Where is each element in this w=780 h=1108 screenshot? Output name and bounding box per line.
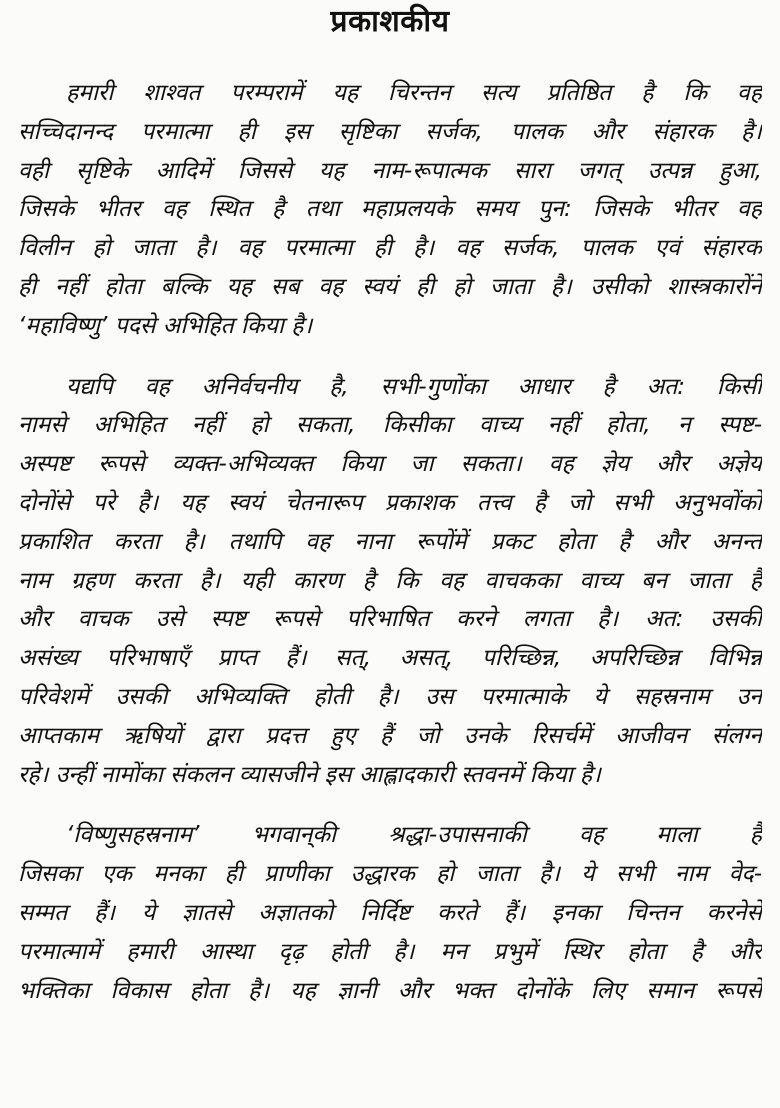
text-line: जिसका एक मनका ही प्राणीका उद्धारक हो जाता है। ये सभी नाम वेद- xyxy=(18,861,762,888)
text-line: और वाचक उसे स्पष्ट रूपसे परिभाषित करने लगता है। अत: उसकी xyxy=(18,606,762,633)
text-line: ही नहीं होता बल्कि यह सब वह स्वयं ही हो जाता है। उसीको शास्त्रकारोंने xyxy=(18,273,762,300)
page-title: प्रकाशकीय xyxy=(330,4,450,39)
paragraph-2 xyxy=(0,368,780,795)
text-line: विलीन हो जाता है। वह परमात्मा ही है। वह सर्जक, पालक एवं संहारक xyxy=(18,235,762,262)
text-line: नाम ग्रहण करता है। यही कारण है कि वह वाचकका वाच्य बन जाता है xyxy=(18,567,762,594)
text-line: सच्चिदानन्द परमात्मा ही इस सृष्टिका सर्जक, पालक और संहारक है। xyxy=(18,118,762,145)
text-line: दोनोंसे परे है। यह स्वयं चेतनारूप प्रकाशक तत्त्व है जो सभी अनुभवोंको xyxy=(18,489,762,516)
text-line: जिसके भीतर वह स्थित है तथा महाप्रलयके समय पुन: जिसके भीतर वह xyxy=(18,196,762,223)
text-line: हमारी शाश्वत परम्परामें यह चिरन्तन सत्य प्रतिष्ठित है कि वह xyxy=(66,80,762,106)
paragraph-1 xyxy=(0,74,780,346)
text-line: नामसे अभिहित नहीं हो सकता, किसीका वाच्य नहीं होता, न स्पष्ट- xyxy=(18,412,762,439)
text-line: ‘महाविष्णु’ पदसे अभिहित किया है। xyxy=(18,312,313,339)
text-line: सम्मत हैं। ये ज्ञातसे अज्ञातको निर्दिष्ट करते हैं। इनका चिन्तन करनेसे xyxy=(18,899,762,926)
text-line: ‘विष्णुसहस्रनाम’ भगवान्‌की श्रद्धा-उपासनाकी वह माला है xyxy=(66,822,762,849)
text-line: अस्पष्ट रूपसे व्यक्त-अभिव्यक्त किया जा सकता। वह ज्ञेय और अज्ञेय xyxy=(18,451,762,478)
text-line: यद्यपि वह अनिर्वचनीय है, सभी-गुणोंका आधार है अत: किसी xyxy=(66,373,762,400)
text-line: रहे। उन्हीं नामोंका संकलन व्यासजीने इस आह्लादकारी स्तवनमें किया है। xyxy=(18,761,601,788)
text-line: प्रकाशित करता है। तथापि वह नाना रूपोंमें प्रकट होता है और अनन्त xyxy=(18,528,762,555)
text-line: असंख्य परिभाषाएँ प्राप्त हैं। सत्, असत्, परिच्छिन्न, अपरिच्छिन्न विभिन्न xyxy=(18,645,762,672)
paragraph-3 xyxy=(0,816,780,1010)
text-line: आप्तकाम ऋषियों द्वारा प्रदत्त हुए हैं जो उनके रिसर्चमें आजीवन संलग्न xyxy=(18,722,762,749)
text-line: परिवेशमें उसकी अभिव्यक्ति होती है। उस परमात्माके ये सहस्रनाम उन xyxy=(18,683,762,710)
text-line: परमात्मामें हमारी आस्था दृढ़ होती है। मन प्रभुमें स्थिर होता है और xyxy=(18,938,762,965)
text-line: वही सृष्टिके आदिमें जिससे यह नाम-रूपात्मक सारा जगत् उत्पन्न हुआ, xyxy=(18,157,762,184)
text-line: भक्तिका विकास होता है। यह ज्ञानी और भक्त दोनोंके लिए समान रूपसे xyxy=(18,977,762,1004)
